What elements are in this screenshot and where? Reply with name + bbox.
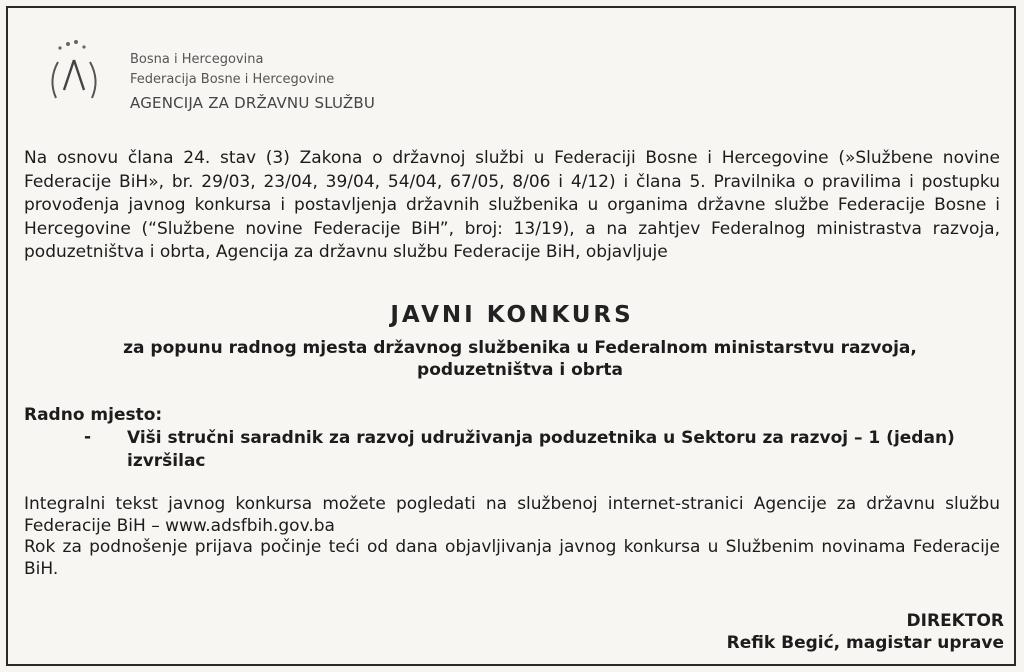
organization-header bbox=[130, 50, 375, 116]
signature-role: DIREKTOR bbox=[906, 611, 1004, 631]
org-country: Bosna i Hercegovina bbox=[130, 52, 264, 67]
notice-subtitle: za popunu radnog mjesta državnog službenika u Federalnom ministarstvu razvoja, poduzetništva i obrta bbox=[123, 338, 917, 380]
intro-paragraph: Na osnovu člana 24. stav (3) Zakona o državnoj službi u Federaciji Bosne i Hercegovine (»Službene novine Federacije BiH», br. 29/03, 23/04, 39/04, 54/04, 67/05, 8/06 i 4/12) i člana 5. Pravilnika o pravilima i postupku provođenja javnog konkursa i postavljenja državnih službenika u organima državne službe Federacije Bosne i Hercegovine (“Službene novine Federacije BiH”, broj: 13/19), a na zahtjev Federalnog ministrastva razvoja, poduzetništva i obrta, Agencija za državnu službu Federacije BiH, objavljuje bbox=[24, 148, 1000, 262]
position-label: Radno mjesto: bbox=[24, 405, 163, 425]
body-paragraph-deadline: Rok za podnošenje prijava počinje teći od dana objavljivanja javnog konkursa u Službenim novinama Federacije BiH. bbox=[24, 537, 1000, 579]
body-paragraph-website: Integralni tekst javnog konkursa možete pogledati na službenoj internet-stranici Agencije za državnu službu Federacije BiH – www.adsfbih.gov.ba bbox=[24, 494, 1000, 536]
org-agency: AGENCIJA ZA DRŽAVNU SLUŽBU bbox=[130, 94, 376, 112]
signature-name: Refik Begić, magistar uprave bbox=[726, 633, 1004, 653]
position-bullet: - bbox=[84, 427, 92, 447]
org-federation: Federacija Bosne i Hercegovine bbox=[130, 72, 335, 87]
signature-block bbox=[727, 610, 1004, 654]
agency-logo-icon bbox=[40, 40, 110, 110]
body-text bbox=[24, 494, 1000, 580]
notice-title: JAVNI KONKURS bbox=[390, 302, 634, 328]
position-description: Viši stručni saradnik za razvoj udruživanja poduzetnika u Sektoru za razvoj – 1 (jedan) izvršilac bbox=[127, 428, 955, 471]
